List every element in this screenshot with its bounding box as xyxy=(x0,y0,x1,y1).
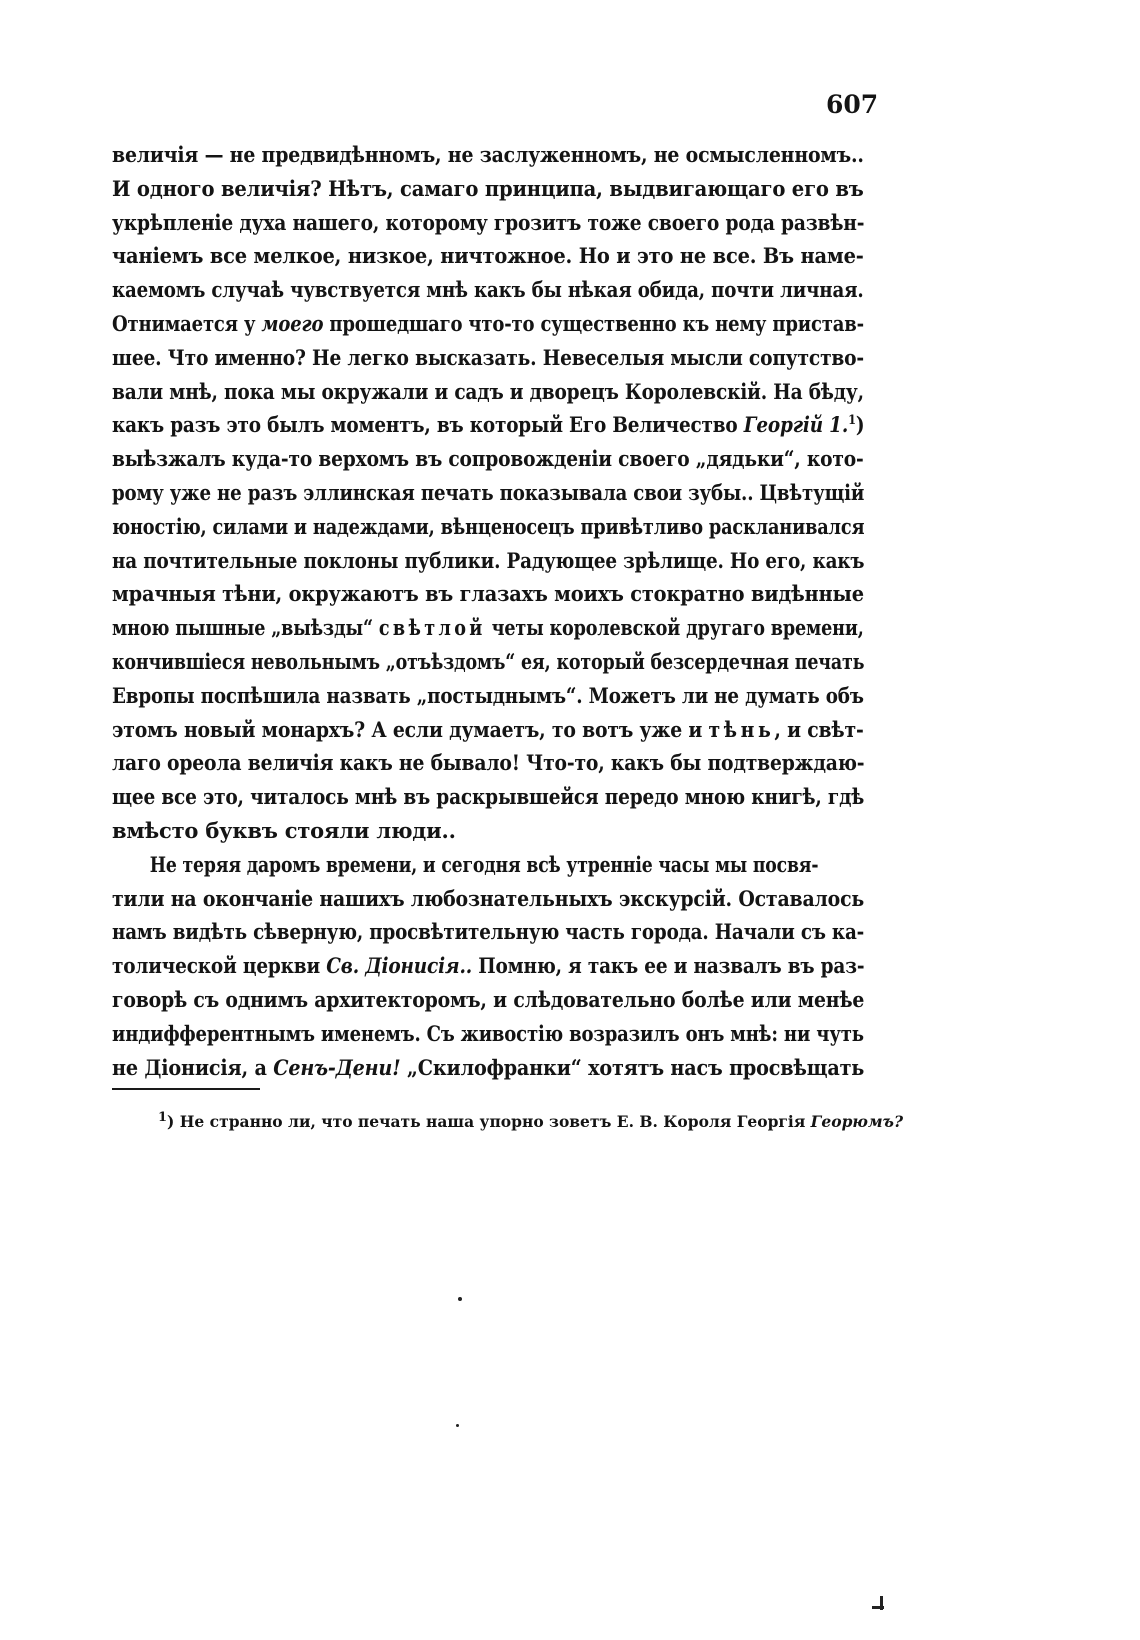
text-run: чаніемъ все мелкое, низкое, ничтожное. Но и это не все. Въ наме- xyxy=(112,243,864,269)
text-line xyxy=(112,375,864,409)
text-line xyxy=(112,983,865,1017)
scan-speck xyxy=(456,1424,459,1427)
text-run: толической церкви xyxy=(112,953,327,979)
text-line xyxy=(112,611,864,645)
text-line xyxy=(112,577,864,611)
text-line xyxy=(112,544,865,578)
text-run: И одного величія? Нѣтъ, самаго принципа, выдвигающаго его въ xyxy=(112,175,864,201)
text-run: Не теряя даромъ времени, и сегодня всѣ утренніе часы мы посвя- xyxy=(149,851,819,877)
text-run: Помню, я такъ ее и назвалъ въ раз- xyxy=(471,953,865,979)
text-run: Св. Діонисія.. xyxy=(326,953,472,979)
text-line xyxy=(112,1051,865,1085)
text-run: лаго ореола величія какъ не бывало! Что-то, какъ бы подтверждаю- xyxy=(112,750,865,776)
text-run: вали мнѣ, пока мы окружали и садъ и дворецъ Королевскій. На бѣду, xyxy=(112,378,864,404)
text-line xyxy=(112,341,864,375)
text-line xyxy=(112,915,865,949)
text-run: укрѣпленіе духа нашего, которому грозитъ тоже своего рода развѣн- xyxy=(112,209,865,235)
text-line xyxy=(112,138,864,172)
text-run: четы королевской другаго времени, xyxy=(485,615,864,641)
text-run: говорѣ съ однимъ архитекторомъ, и слѣдовательно болѣе или менѣе xyxy=(112,986,865,1012)
text-run: намъ видѣть сѣверную, просвѣтительную часть города. Начали съ ка- xyxy=(112,919,865,945)
text-run: Отнимается у xyxy=(112,310,262,336)
text-line xyxy=(112,172,864,206)
text-run: Европы поспѣшила назвать „постыднымъ“. Можетъ ли не думать объ xyxy=(112,682,864,708)
text-line xyxy=(112,1017,864,1051)
footnote xyxy=(158,1109,904,1131)
text-line xyxy=(112,780,865,814)
text-run: величія — не предвидѣнномъ, не заслуженномъ, не осмысленномъ.. xyxy=(112,142,864,167)
text-line xyxy=(112,206,865,240)
text-run: не Діонисія, а xyxy=(112,1054,274,1080)
text-line xyxy=(112,848,819,882)
text-run: юностію, силами и надеждами, вѣнценосецъ привѣтливо раскланивался xyxy=(112,513,865,539)
text-run: ) xyxy=(855,412,865,438)
text-line xyxy=(112,713,864,747)
text-run: мрачныя тѣни, окружаютъ въ глазахъ моихъ стократно видѣнные xyxy=(112,581,864,607)
footnote-text: ) Не странно ли, что печать наша упорно зоветъ Е. В. Короля Георгія xyxy=(167,1112,811,1131)
text-run: вмѣсто буквъ стояли люди.. xyxy=(112,817,456,843)
text-line xyxy=(112,645,865,679)
text-run: каемомъ случаѣ чувствуется мнѣ какъ бы нѣкая обида, почти личная. xyxy=(112,277,864,303)
footnote-italic: Георюмъ? xyxy=(810,1112,904,1131)
text-run: „Скилофранки“ хотятъ насъ просвѣщать xyxy=(400,1054,865,1080)
text-run: Георгій 1. xyxy=(743,412,849,438)
text-run: этомъ новый монархъ? А если думаетъ, то вотъ уже и xyxy=(112,716,709,742)
text-run: щее все это, читалось мнѣ въ раскрывшейся передо мною книгѣ, гдѣ xyxy=(112,784,865,810)
text-run: свѣтлой xyxy=(378,615,486,641)
text-line xyxy=(112,746,865,780)
text-run: прошедшаго что-то существенно къ нему пристав‑ xyxy=(323,310,864,336)
page-number: 607 xyxy=(826,90,879,119)
text-line xyxy=(112,882,865,916)
scan-speck xyxy=(458,1297,462,1301)
text-run: кончившіеся невольнымъ „отъѣздомъ“ ея, который безсердечная печать xyxy=(112,648,865,674)
text-line xyxy=(112,442,864,476)
text-run: какъ разъ это былъ моментъ, въ который Его Величество xyxy=(112,412,744,438)
text-run: выѣзжалъ куда-то верхомъ въ сопровожденіи своего „дядьки“, кото- xyxy=(112,446,864,472)
text-line xyxy=(112,408,865,442)
text-line xyxy=(112,273,864,307)
text-line xyxy=(112,239,864,273)
text-run: на почтительные поклоны публики. Радующее зрѣлище. Но его, какъ xyxy=(112,547,865,573)
text-line xyxy=(112,307,864,341)
text-run: индифферентнымъ именемъ. Съ живостію возразилъ онъ мнѣ: ни чуть xyxy=(112,1020,864,1046)
text-run: тили на окончаніе нашихъ любознательныхъ экскурсій. Оставалось xyxy=(112,885,865,911)
text-line xyxy=(112,510,865,544)
text-run: рому уже не разъ эллинская печать показывала свои зубы.. Цвѣтущій xyxy=(112,479,865,505)
text-run: моего xyxy=(261,310,324,336)
text-run: тѣнь xyxy=(708,716,775,742)
text-run: , и свѣт- xyxy=(774,716,864,742)
text-run: 1 xyxy=(848,413,856,429)
text-line xyxy=(112,949,865,983)
text-run: Сенъ-Дени! xyxy=(273,1054,401,1080)
scan-speck xyxy=(880,1596,883,1610)
text-line xyxy=(112,476,865,510)
footnote-rule xyxy=(112,1088,260,1090)
main-text xyxy=(112,138,864,1084)
text-line xyxy=(112,679,864,713)
text-run: мною пышные „выѣзды“ xyxy=(112,615,379,641)
text-run: шее. Что именно? Не легко высказать. Невеселыя мысли сопутство- xyxy=(112,344,864,370)
text-line xyxy=(112,814,864,848)
footnote-marker: 1 xyxy=(158,1109,168,1125)
